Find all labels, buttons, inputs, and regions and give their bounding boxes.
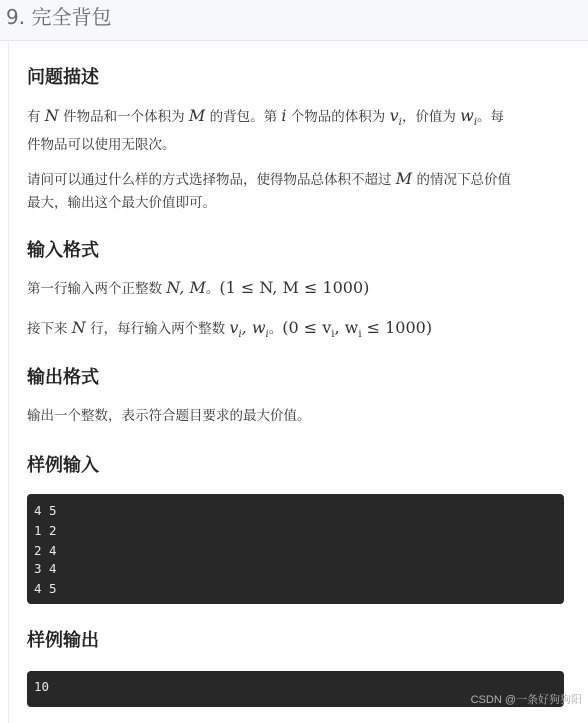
output-format-heading: 输出格式 <box>27 367 99 388</box>
code-line: 3 4 <box>34 561 57 576</box>
math-sub: i <box>265 329 269 341</box>
text: 件物品和一个体积为 <box>58 109 189 125</box>
output-format-text: 输出一个整数，表示符合题目要求的最大价值。 <box>27 408 311 424</box>
page-header <box>0 0 588 41</box>
text: 。 <box>268 321 283 337</box>
math-nm: N, M <box>166 278 206 297</box>
text: 最大，输出这个最大价值即可。 <box>27 195 216 211</box>
problem-paragraph-1 <box>27 104 562 157</box>
page-title: 9. 完全背包 <box>6 5 112 29</box>
math-vi <box>389 106 402 129</box>
problem-paragraph-2 <box>27 167 572 215</box>
text: 的情况下总价值 <box>412 172 511 188</box>
input-format-line-1 <box>27 276 572 301</box>
math-sub: i <box>358 329 362 341</box>
code-line: 4 5 <box>34 503 57 518</box>
watermark: CSDN @一条好狗狗阳 <box>470 694 582 706</box>
math-part: , w <box>334 318 359 337</box>
math-sub: i <box>331 329 335 341</box>
math-m: M <box>395 169 413 188</box>
math-sub: i <box>398 117 402 129</box>
text: 个物品的体积为 <box>286 109 390 125</box>
text: 。 <box>205 281 220 297</box>
text: 。每 <box>477 109 505 125</box>
sample-output-heading: 样例输出 <box>27 630 99 651</box>
math-part: (0 ≤ v <box>282 318 332 337</box>
math-v: v <box>229 318 239 337</box>
code-line: 4 5 <box>34 581 57 596</box>
text: ，价值为 <box>401 109 461 125</box>
text: 的背包。第 <box>205 109 282 125</box>
problem-heading: 问题描述 <box>27 67 99 88</box>
math-n: N <box>44 106 59 125</box>
math-m: M <box>188 106 206 125</box>
math-sep: , w <box>241 318 266 337</box>
text: 行，每行输入两个整数 <box>85 321 230 337</box>
input-format-heading: 输入格式 <box>27 240 99 261</box>
sample-input-heading: 样例输入 <box>27 455 99 476</box>
text: 请问可以通过什么样的方式选择物品，使得物品总体积不超过 <box>27 172 396 188</box>
math-part: ≤ 1000) <box>361 318 433 337</box>
math-n: N <box>71 318 86 337</box>
code-line: 1 2 <box>34 523 57 538</box>
code-line: 10 <box>34 679 50 694</box>
code-line: 2 4 <box>34 543 57 558</box>
math-constraint <box>282 318 433 341</box>
math-sub: i <box>238 329 242 341</box>
text: 件物品可以使用无限次。 <box>27 137 176 154</box>
math-w: w <box>460 106 474 125</box>
math-vw <box>229 318 269 341</box>
math-constraint: (1 ≤ N, M ≤ 1000) <box>219 278 370 297</box>
math-sub: i <box>473 117 478 129</box>
math-i: i <box>281 106 287 125</box>
sample-input-code-block <box>27 494 564 604</box>
math-wi <box>460 106 478 129</box>
text: 接下来 <box>27 321 72 337</box>
math-v: v <box>389 106 399 125</box>
input-format-line-2 <box>27 316 572 346</box>
text: 第一行输入两个正整数 <box>27 281 167 297</box>
text: 有 <box>27 109 45 125</box>
